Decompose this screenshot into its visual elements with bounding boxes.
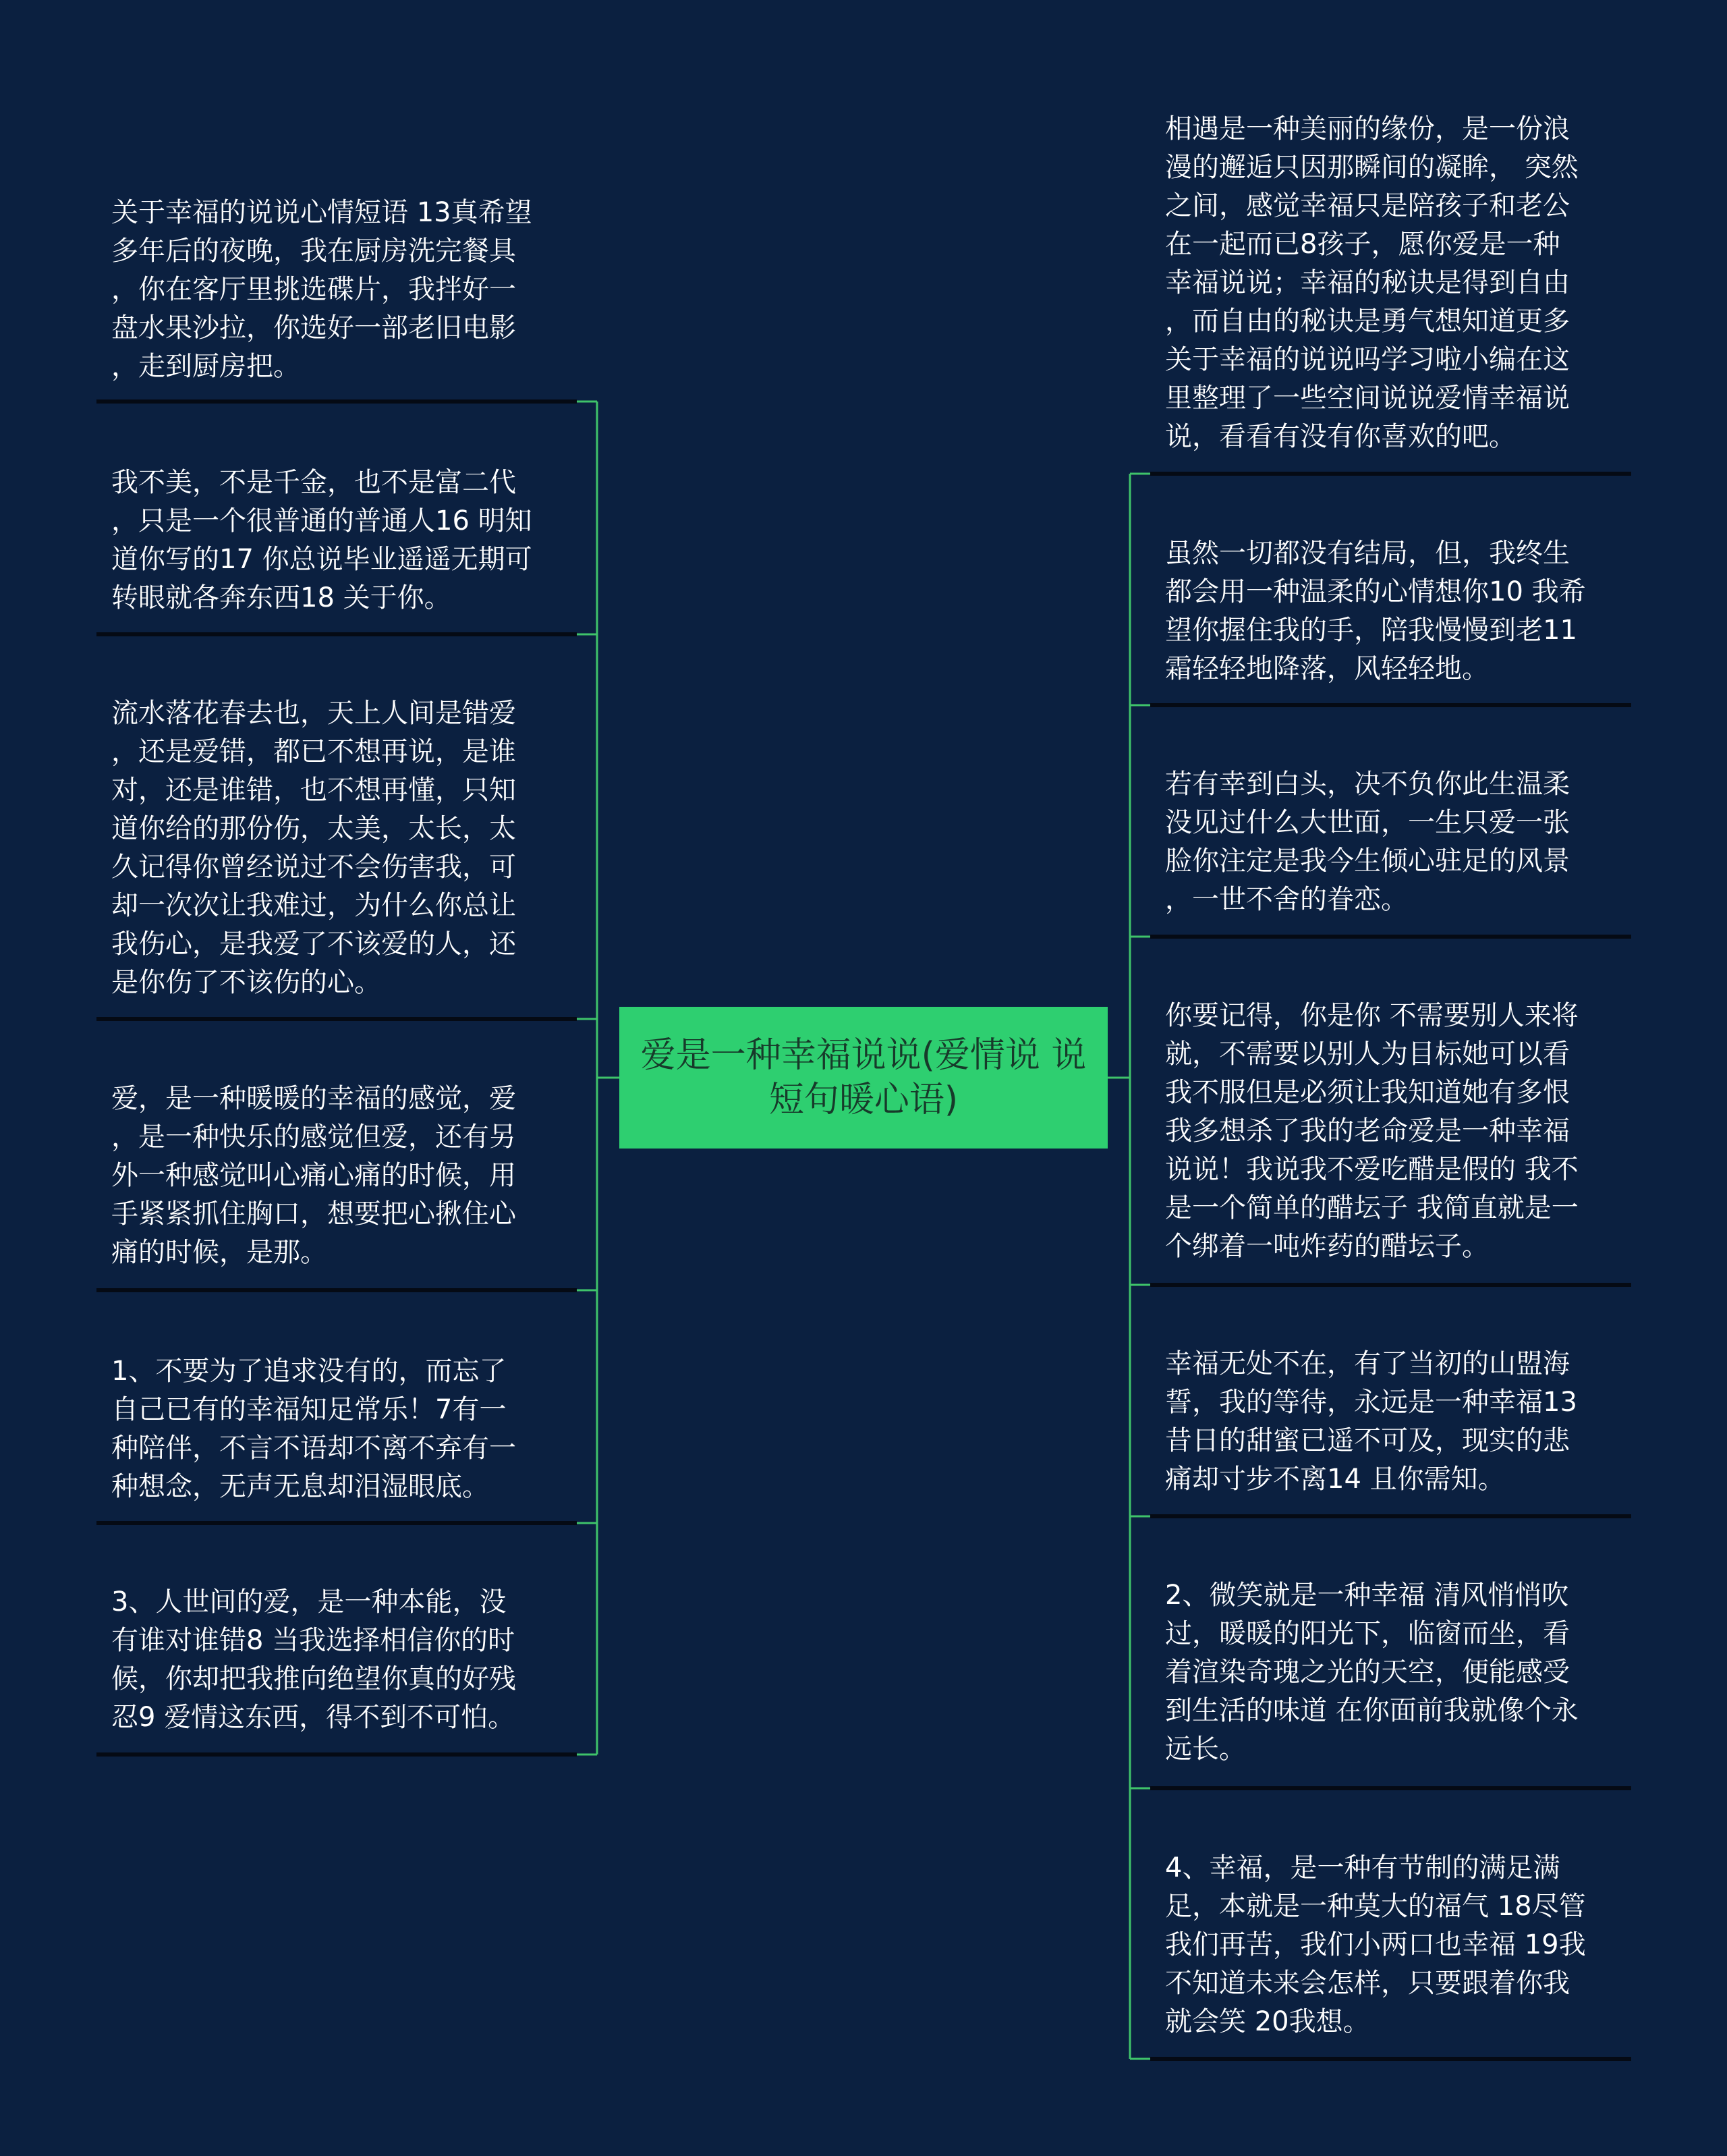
right-node-1[interactable]: 相遇是一种美丽的缘份，是一份浪 漫的邂逅只因那瞬间的凝眸， 突然 之间，感觉幸福只是陪孩子和老公 在一起而已8孩子，愿你爱是一种 幸福说说；幸福的秘诀是得到自由 ，而自由的秘诀是勇气想知道更多 关于幸福的说说吗学习啦小编在这 里整理了一些空间说说爱情幸福说 说，看看有没有你喜欢的吧。: [1165, 113, 1579, 452]
left-node-2[interactable]: 我不美，不是千金，也不是富二代 ，只是一个很普通的普通人16 明知 道你写的17 你总说毕业遥遥无期可 转眼就各奔东西18 关于你。: [111, 467, 532, 613]
right-node-4[interactable]: 你要记得，你是你 不需要别人来将 就，不需要以别人为目标她可以看 我不服但是必须让我知道她有多恨 我多想杀了我的老命爱是一种幸福 说说！我说我不爱吃醋是假的 我不 是一个简单的醋坛子 我简直就是一 个绑着一吨炸药的醋坛子。: [1165, 1000, 1579, 1262]
root-topic-label: 爱是一种幸福说说(爱情说 说短句暖心语): [640, 1035, 1087, 1120]
root-topic[interactable]: [619, 1007, 1108, 1149]
right-node-6[interactable]: 2、微笑就是一种幸福 清风悄悄吹 过，暖暖的阳光下，临窗而坐，看 着渲染奇瑰之光的天空，便能感受 到生活的味道 在你面前我就像个永 远长。: [1165, 1580, 1579, 1765]
left-node-4[interactable]: 爱，是一种暖暖的幸福的感觉，爱 ，是一种快乐的感觉但爱，还有另 外一种感觉叫心痛心痛的时候，用 手紧紧抓住胸口，想要把心揪住心 痛的时候，是那。: [111, 1083, 516, 1268]
left-node-5[interactable]: 1、不要为了追求没有的，而忘了 自己已有的幸福知足常乐！7有一 种陪伴，不言不语却不离不弃有一 种想念，无声无息却泪湿眼底。: [111, 1356, 516, 1502]
left-node-1[interactable]: 关于幸福的说说心情短语 13真希望 多年后的夜晚，我在厨房洗完餐具 ，你在客厅里挑选碟片，我拌好一 盘水果沙拉，你选好一部老旧电影 ，走到厨房把。: [111, 197, 532, 382]
left-node-3[interactable]: 流水落花春去也，天上人间是错爱 ，还是爱错，都已不想再说，是谁 对，还是谁错，也不想再懂，只知 道你给的那份伤，太美，太长，太 久记得你曾经说过不会伤害我，可 却一次次让我难过，为什么你总让 我伤心，是我爱了不该爱的人，还 是你伤了不该伤的心。: [111, 698, 516, 998]
right-node-3[interactable]: 若有幸到白头，决不负你此生温柔 没见过什么大世面，一生只爱一张 脸你注定是我今生倾心驻足的风景 ，一世不舍的眷恋。: [1165, 769, 1570, 915]
right-node-2[interactable]: 虽然一切都没有结局，但，我终生 都会用一种温柔的心情想你10 我希 望你握住我的手，陪我慢慢到老11 霜轻轻地降落，风轻轻地。: [1165, 538, 1586, 684]
left-node-6[interactable]: 3、人世间的爱，是一种本能，没 有谁对谁错8 当我选择相信你的时 候，你却把我推向绝望你真的好残 忍9 爱情这东西，得不到不可怕。: [111, 1586, 516, 1733]
right-node-7[interactable]: 4、幸福，是一种有节制的满足满 足，本就是一种莫大的福气 18尽管 我们再苦，我们小两口也幸福 19我 不知道未来会怎样，只要跟着你我 就会笑 20我想。: [1165, 1852, 1586, 2037]
right-node-5[interactable]: 幸福无处不在，有了当初的山盟海 誓，我的等待，永远是一种幸福13 昔日的甜蜜已遥不可及，现实的悲 痛却寸步不离14 且你需知。: [1165, 1348, 1577, 1495]
